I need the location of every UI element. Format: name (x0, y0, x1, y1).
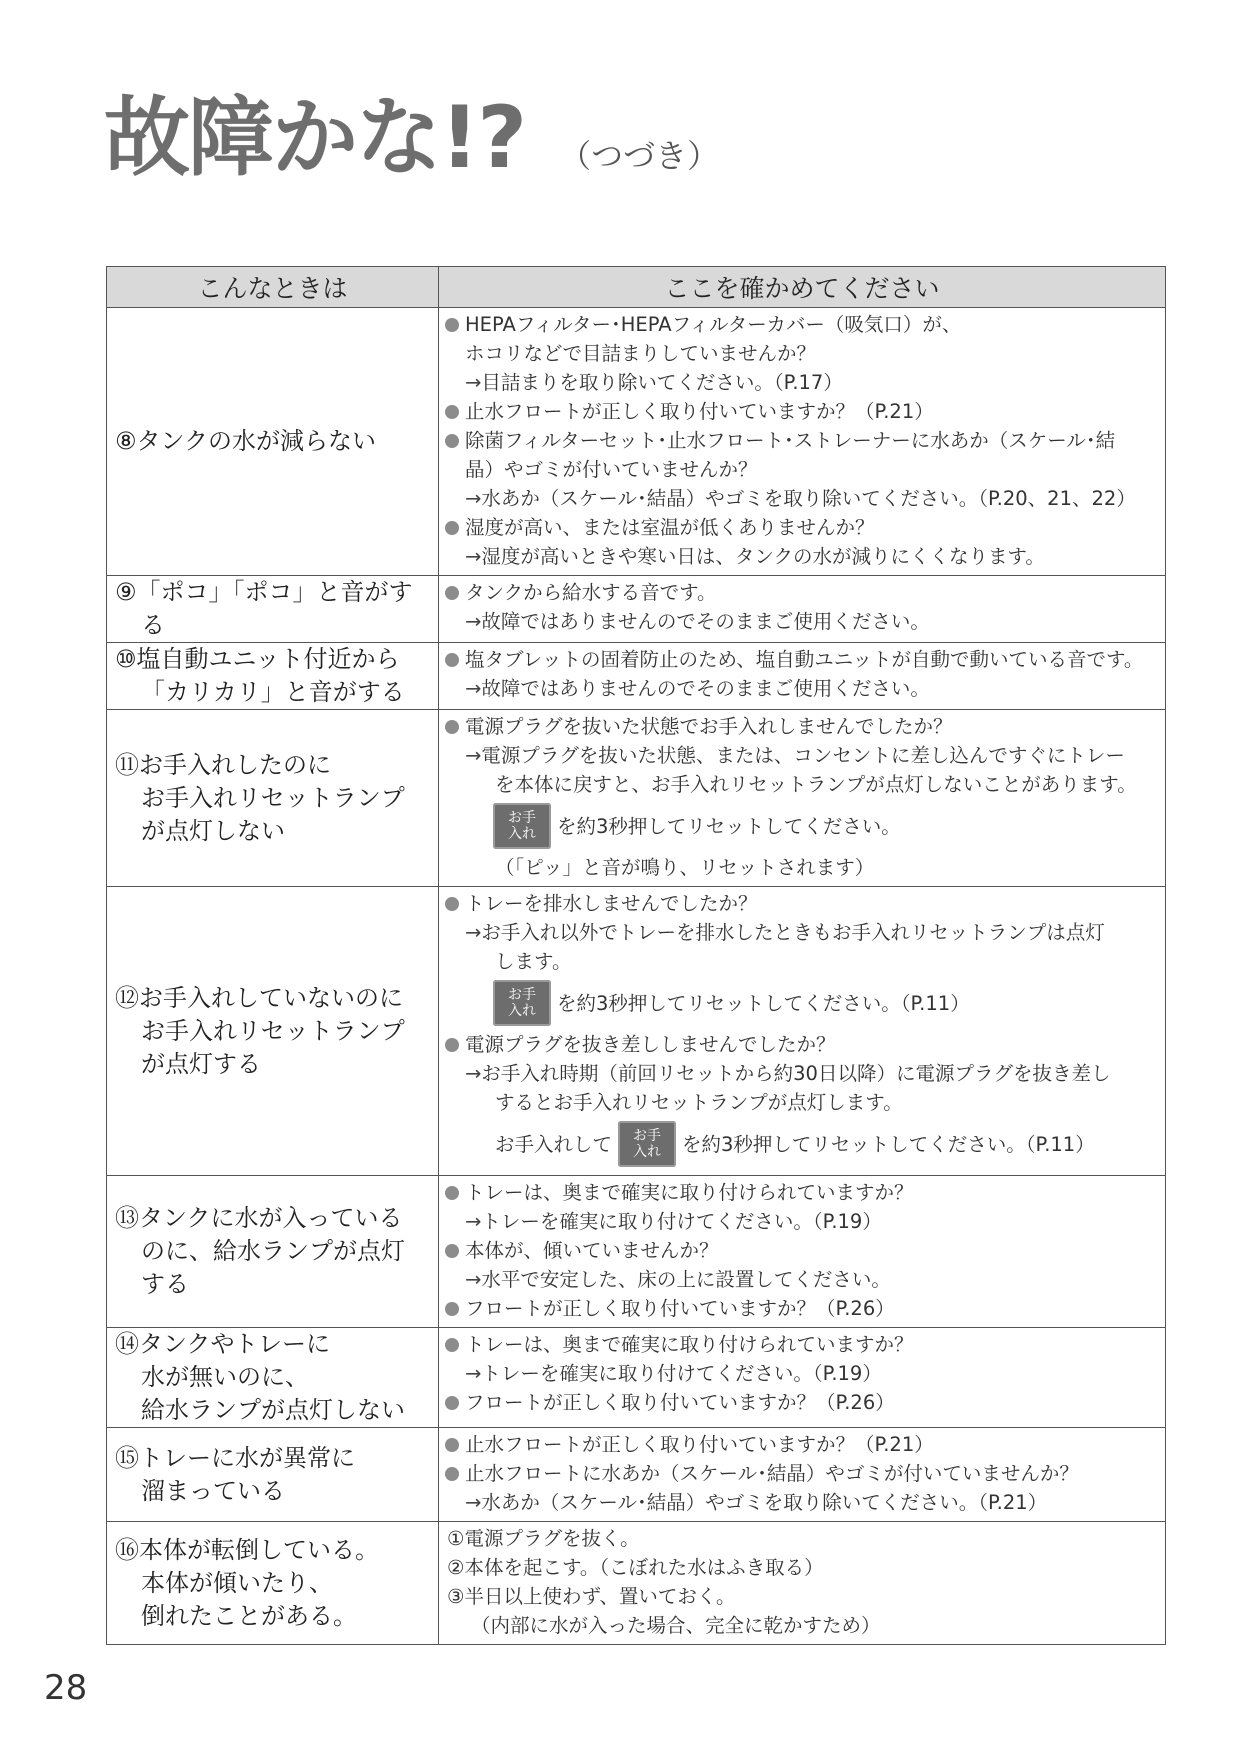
line-text: お手入れ時期（前回リセットから約30日以降）に電源プラグを抜き差し (481, 1062, 1111, 1085)
line-text: （「ピッ」と音が鳴り、リセットされます） (495, 856, 875, 879)
condition-text: ⑪お手入れしたのに (115, 750, 331, 779)
check-cell (439, 1176, 1166, 1328)
numbered-step (445, 1553, 1159, 1582)
numbered-step (445, 1582, 1159, 1611)
line-text: を本体に戻すと、お手入れリセットランプが点灯しないことがあります。 (495, 773, 1137, 796)
table-row (107, 643, 1166, 710)
oteire-button-icon (493, 980, 551, 1026)
line-text: 塩タブレットの固着防止のため、塩自動ユニットが自動で動いている音です。 (465, 648, 1144, 671)
condition-text: が点灯しない (141, 816, 285, 845)
bullet-item (445, 1236, 1159, 1265)
remedy-item (445, 542, 1159, 571)
instruction-text: を約3秒押してリセットしてください。（P.11） (557, 991, 970, 1015)
line-text: するとお手入れリセットランプが点灯します。 (495, 1091, 903, 1114)
arrow-right-icon: → (465, 487, 482, 510)
check-cell (439, 576, 1166, 643)
condition-text: が点灯する (141, 1049, 261, 1078)
bullet-item (445, 1178, 1159, 1207)
instruction-text: を約3秒押してリセットしてください。（P.11） (682, 1132, 1095, 1156)
remedy-item (445, 1059, 1159, 1088)
line-text: ホコリなどで目詰まりしていませんか？ (465, 342, 817, 365)
bullet-item (445, 310, 1159, 339)
icon-label-bottom: 入れ (633, 1144, 662, 1160)
table-row (107, 1428, 1166, 1522)
condition-text: 本体が傾いたり、 (141, 1568, 333, 1597)
note-text (445, 853, 1159, 882)
arrow-right-icon: → (465, 677, 482, 700)
bullet-item (445, 397, 1159, 426)
line-text: ①電源プラグを抜く。 (447, 1527, 640, 1550)
line-text: 湿度が高いときや寒い日は、タンクの水が減りにくくなります。 (481, 545, 1045, 568)
line-text: 故障ではありませんのでそのままご使用ください。 (481, 610, 930, 633)
table-row (107, 1522, 1166, 1645)
line-text: ③半日以上使わず、置いておく。 (447, 1585, 736, 1608)
condition-text: のに、給水ランプが点灯 (141, 1237, 405, 1265)
arrow-right-icon: → (465, 371, 482, 394)
line-text: 除菌フィルターセット･止水フロート･ストレーナーに水あか（スケール･結 (465, 429, 1116, 452)
line-text: 水平で安定した、床の上に設置してください。 (481, 1268, 891, 1291)
bullet-dot-icon (445, 1438, 459, 1452)
bullet-item (445, 1459, 1159, 1488)
check-cell (439, 1522, 1166, 1645)
line-text: トレーは、奥まで確実に取り付けられていますか？ (465, 1333, 914, 1356)
check-cell (439, 710, 1166, 887)
table-row (107, 1328, 1166, 1428)
bullet-item (445, 1430, 1159, 1459)
page-number: 28 (44, 1668, 88, 1708)
condition-text: ⑨「ポコ」「ポコ」と音がする (115, 578, 413, 639)
line-text: 電源プラグを抜いた状態、または、コンセントに差し込んですぐにトレー (481, 744, 1125, 767)
arrow-right-icon: → (465, 545, 482, 568)
line-text: トレーを確実に取り付けてください。（P.19） (481, 1210, 882, 1233)
condition-text: ⑧タンクの水が減らない (115, 427, 377, 455)
bullet-item (445, 645, 1159, 674)
remedy-item (445, 1488, 1159, 1517)
remedy-item (445, 1265, 1159, 1294)
condition-text: 「カリカリ」と音がする (141, 678, 405, 706)
bullet-item (445, 1388, 1159, 1417)
bullet-dot-icon (445, 1038, 459, 1052)
condition-cell (107, 887, 439, 1176)
check-cell (439, 887, 1166, 1176)
bullet-continuation (445, 339, 1159, 368)
line-text: （内部に水が入った場合、完全に乾かすため） (471, 1614, 881, 1637)
condition-text: お手入れリセットランプ (141, 783, 405, 812)
bullet-dot-icon (445, 720, 459, 734)
condition-text: ⑩塩自動ユニット付近から (115, 645, 400, 673)
line-text: お手入れ以外でトレーを排水したときもお手入れリセットランプは点灯 (481, 921, 1105, 944)
oteire-button-icon (618, 1121, 676, 1167)
remedy-continuation (445, 947, 1159, 976)
bullet-item (445, 578, 1159, 607)
remedy-item (445, 607, 1159, 636)
arrow-right-icon: → (465, 921, 482, 944)
condition-text: 倒れたことがある。 (141, 1601, 357, 1630)
line-text: タンクから給水する音です。 (465, 581, 717, 604)
table-row (107, 710, 1166, 887)
bullet-item (445, 426, 1159, 455)
condition-text: 給水ランプが点灯しない (141, 1396, 405, 1424)
line-text: トレーは、奥まで確実に取り付けられていますか？ (465, 1181, 914, 1204)
condition-cell (107, 643, 439, 710)
line-text: 止水フロートが正しく取り付いていますか？（P.21） (465, 400, 934, 423)
bullet-item (445, 513, 1159, 542)
line-text: 故障ではありませんのでそのままご使用ください。 (481, 677, 930, 700)
header-check: ここを確かめてください (439, 267, 1166, 308)
condition-text: 水が無いのに、 (141, 1363, 309, 1391)
numbered-step-continuation (445, 1611, 1159, 1640)
remedy-item (445, 484, 1159, 513)
oteire-button-icon (493, 803, 551, 849)
remedy-item (445, 1359, 1159, 1388)
check-cell (439, 1328, 1166, 1428)
condition-text: ⑯本体が転倒している。 (115, 1535, 379, 1564)
line-text: 止水フロートに水あか（スケール･結晶）やゴミが付いていませんか？ (465, 1462, 1079, 1485)
icon-label-top: お手 (508, 810, 536, 826)
table-row (107, 887, 1166, 1176)
icon-label-bottom: 入れ (508, 826, 536, 842)
bullet-dot-icon (445, 1302, 459, 1316)
header-condition: こんなときは (107, 267, 439, 308)
remedy-item (445, 1207, 1159, 1236)
table-row (107, 576, 1166, 643)
condition-text: お手入れリセットランプ (141, 1016, 405, 1045)
check-cell (439, 1428, 1166, 1522)
bullet-dot-icon (445, 405, 459, 419)
remedy-item (445, 674, 1159, 703)
condition-text: ⑬タンクに水が入っている (115, 1204, 403, 1232)
line-text: 止水フロートが正しく取り付いていますか？（P.21） (465, 1433, 934, 1456)
bullet-dot-icon (445, 1186, 459, 1200)
condition-cell (107, 1522, 439, 1645)
remedy-item (445, 741, 1159, 770)
line-text: トレーを排水しませんでしたか？ (465, 892, 758, 915)
line-text: ②本体を起こす。（こぼれた水はふき取る） (447, 1556, 824, 1579)
icon-label-bottom: 入れ (508, 1003, 536, 1019)
remedy-continuation (445, 1088, 1159, 1117)
line-text: 水あか（スケール･結晶）やゴミを取り除いてください。（P.20、21、22） (481, 487, 1136, 510)
bullet-dot-icon (445, 586, 459, 600)
page-subtitle: （つづき） (559, 137, 720, 175)
line-text: フロートが正しく取り付いていますか？（P.26） (465, 1391, 895, 1414)
bullet-dot-icon (445, 434, 459, 448)
condition-text: ⑫お手入れしていないのに (115, 983, 403, 1012)
remedy-item (445, 368, 1159, 397)
condition-text: ⑮トレーに水が異常に (115, 1443, 355, 1472)
instruction-prefix: お手入れして (495, 1132, 613, 1156)
table-row (107, 308, 1166, 576)
line-text: します。 (495, 950, 572, 973)
condition-cell (107, 1176, 439, 1328)
condition-text: する (141, 1270, 189, 1298)
condition-text: 溜まっている (141, 1476, 285, 1505)
table-header-row (107, 267, 1166, 308)
troubleshooting-table (106, 266, 1166, 1645)
bullet-item (445, 1294, 1159, 1323)
check-cell (439, 308, 1166, 576)
condition-cell (107, 710, 439, 887)
table-row (107, 1176, 1166, 1328)
line-text: 電源プラグを抜き差ししませんでしたか？ (465, 1033, 836, 1056)
line-text: 本体が、傾いていませんか？ (465, 1239, 719, 1262)
line-text: トレーを確実に取り付けてください。（P.19） (481, 1362, 882, 1385)
arrow-right-icon: → (465, 744, 482, 767)
remedy-item (445, 918, 1159, 947)
icon-label-top: お手 (633, 1128, 662, 1144)
bullet-dot-icon (445, 1467, 459, 1481)
bullet-item (445, 1030, 1159, 1059)
arrow-right-icon: → (465, 1210, 482, 1233)
arrow-right-icon: → (465, 1362, 482, 1385)
line-text: HEPAフィルター･HEPAフィルターカバー（吸気口）が、 (465, 313, 962, 336)
condition-cell (107, 576, 439, 643)
bullet-item (445, 712, 1159, 741)
line-text: 湿度が高い、または室温が低くありませんか？ (465, 516, 875, 539)
bullet-dot-icon (445, 521, 459, 535)
icon-label-top: お手 (508, 987, 536, 1003)
condition-cell (107, 308, 439, 576)
condition-cell (107, 1328, 439, 1428)
check-cell (439, 643, 1166, 710)
bullet-continuation (445, 455, 1159, 484)
line-text: フロートが正しく取り付いていますか？（P.26） (465, 1297, 895, 1320)
line-text: 目詰まりを取り除いてください。（P.17） (481, 371, 843, 394)
bullet-dot-icon (445, 897, 459, 911)
condition-text: ⑭タンクやトレーに (115, 1330, 331, 1358)
button-instruction (445, 1121, 1159, 1167)
instruction-text: を約3秒押してリセットしてください。 (557, 814, 901, 838)
arrow-right-icon: → (465, 610, 482, 633)
arrow-right-icon: → (465, 1268, 482, 1291)
remedy-continuation (445, 770, 1159, 799)
page-header (104, 68, 719, 192)
bullet-dot-icon (445, 1396, 459, 1410)
button-instruction (445, 803, 1159, 849)
bullet-dot-icon (445, 318, 459, 332)
bullet-item (445, 889, 1159, 918)
bullet-dot-icon (445, 1244, 459, 1258)
line-text: 電源プラグを抜いた状態でお手入れしませんでしたか？ (465, 715, 953, 738)
bullet-dot-icon (445, 653, 459, 667)
condition-cell (107, 1428, 439, 1522)
numbered-step (445, 1524, 1159, 1553)
arrow-right-icon: → (465, 1062, 482, 1085)
line-text: 晶）やゴミが付いていませんか？ (465, 458, 758, 481)
line-text: 水あか（スケール･結晶）やゴミを取り除いてください。（P.21） (481, 1491, 1048, 1514)
bullet-dot-icon (445, 1338, 459, 1352)
bullet-item (445, 1330, 1159, 1359)
page-title: 故障かな!? (104, 88, 526, 188)
button-instruction (445, 980, 1159, 1026)
arrow-right-icon: → (465, 1491, 482, 1514)
